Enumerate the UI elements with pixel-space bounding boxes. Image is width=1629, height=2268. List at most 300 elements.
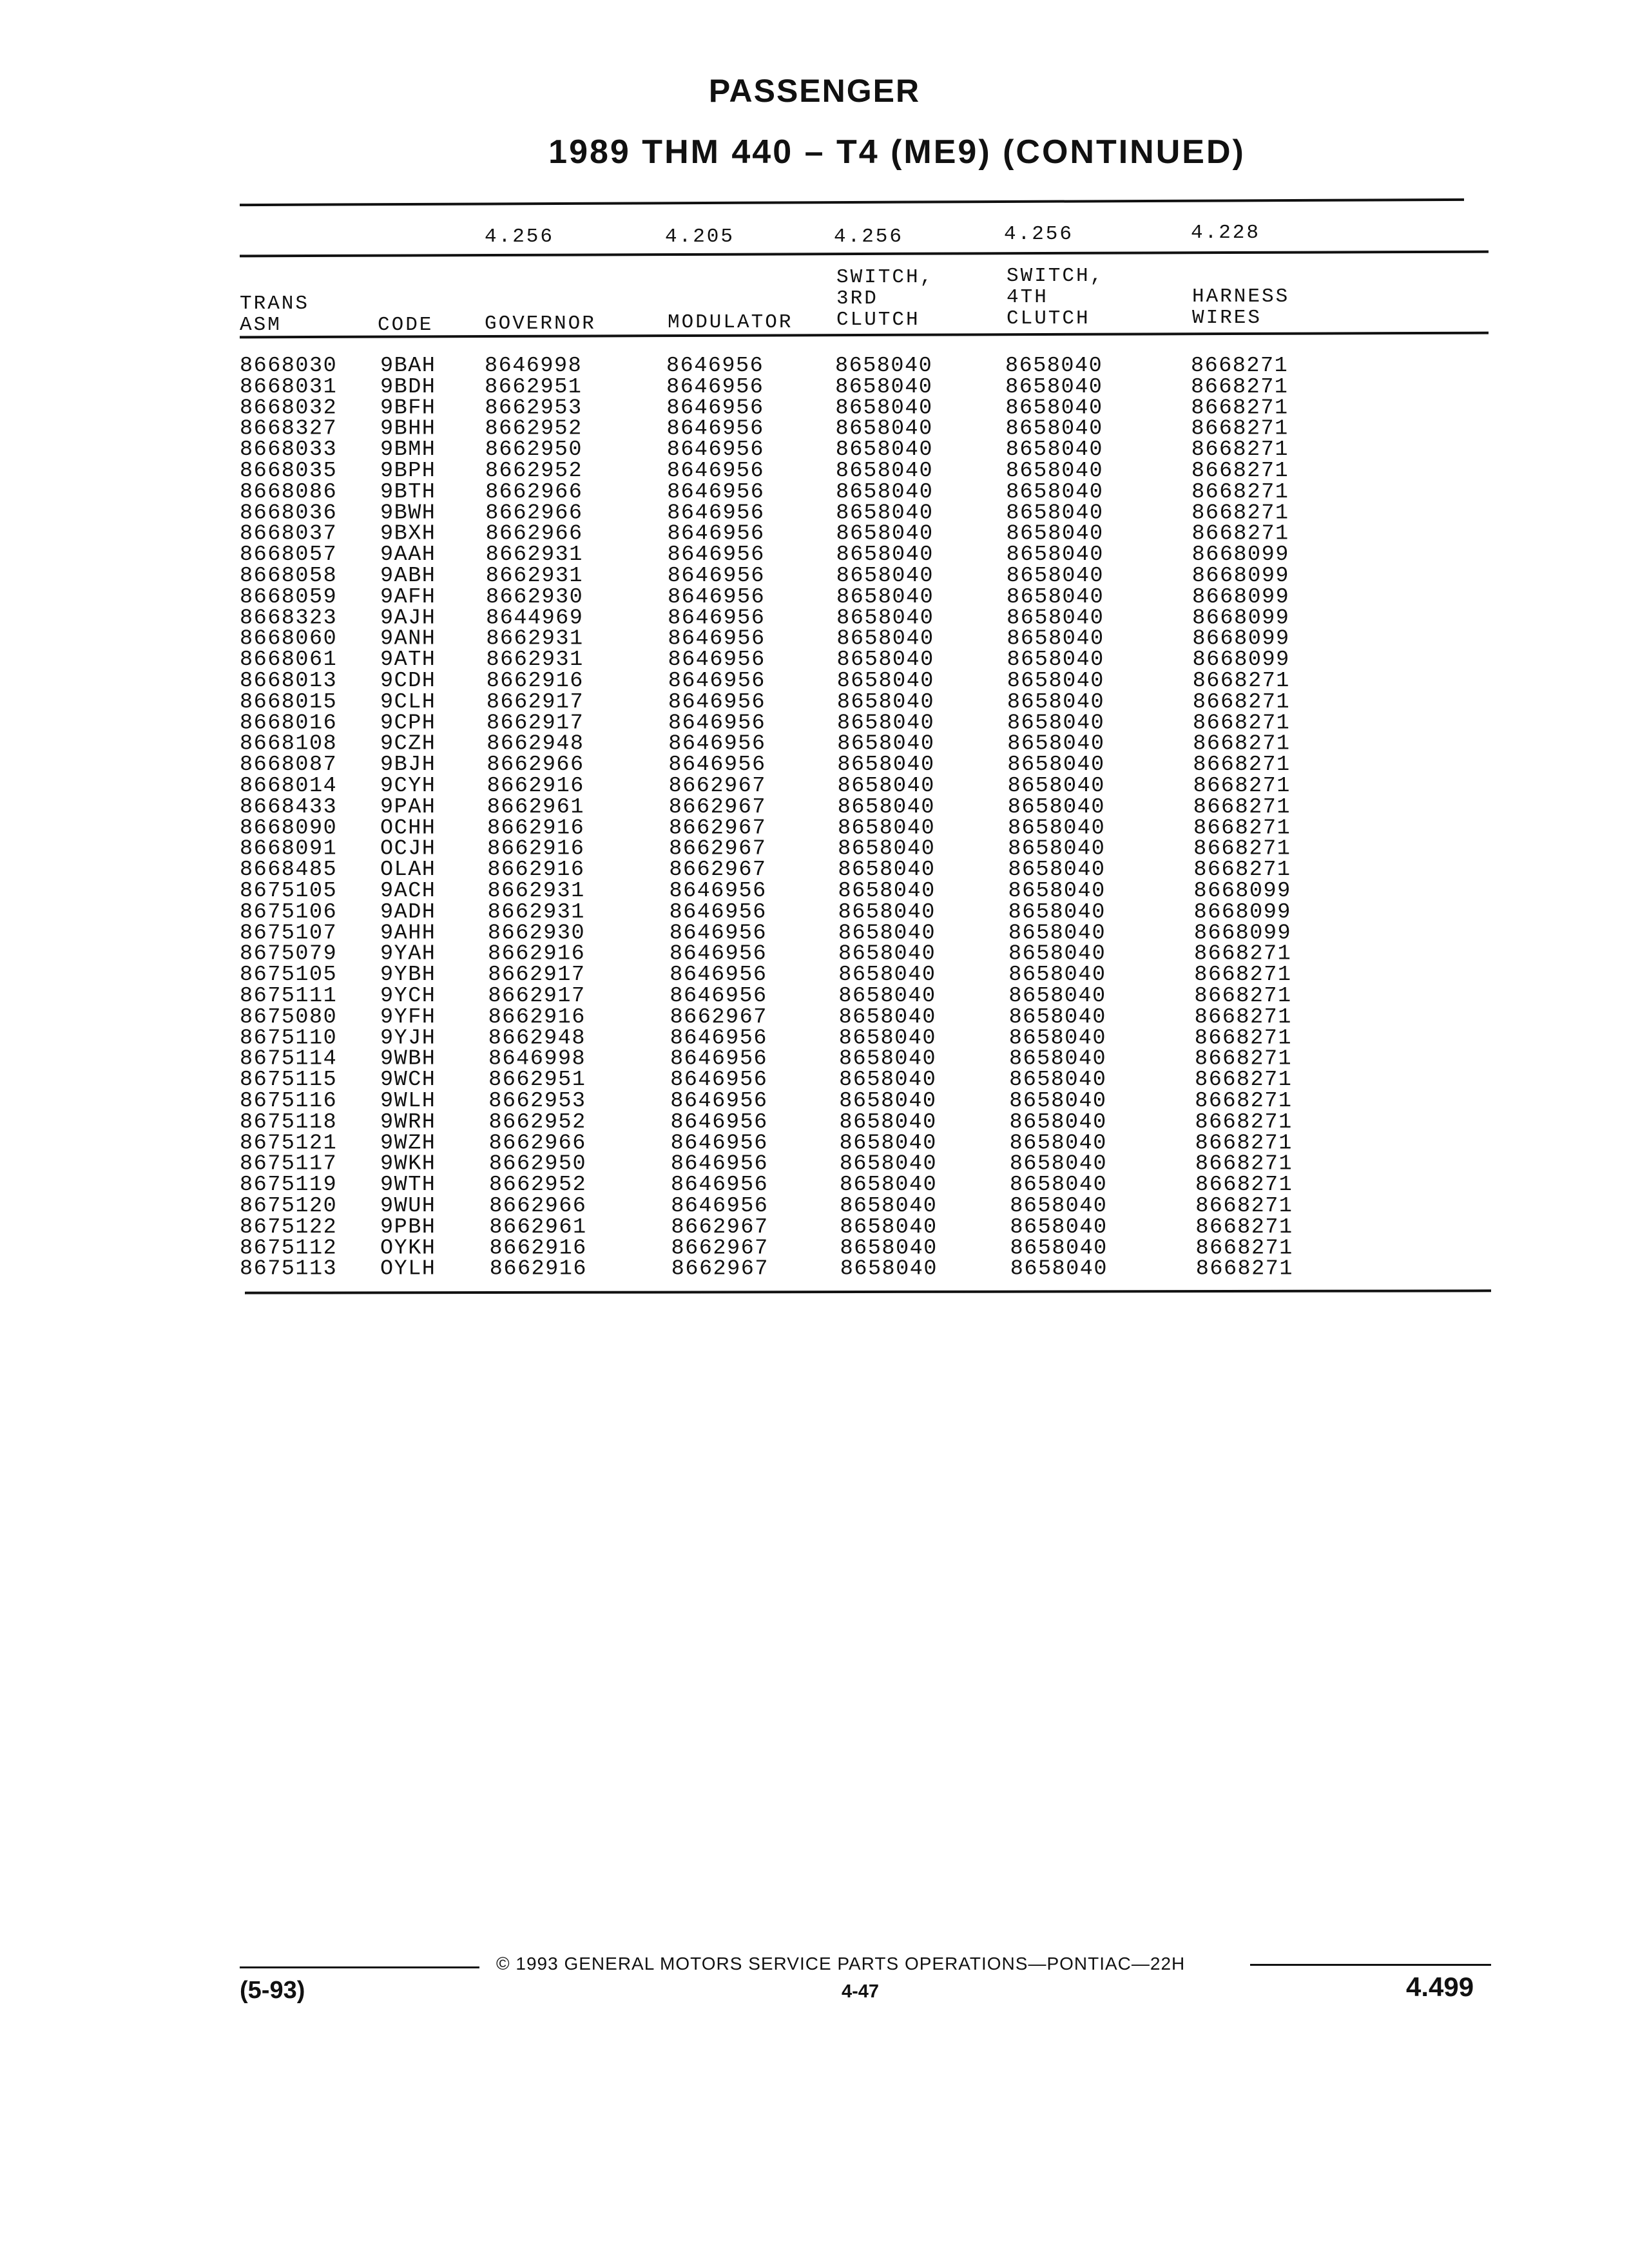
trans-asm-cell: 8675117 <box>240 1151 338 1177</box>
code-cell: OCJH <box>380 836 436 861</box>
governor-cell: 8662917 <box>488 984 586 1008</box>
code-cell: 9WRH <box>380 1110 436 1135</box>
header-trans-asm: TRANS ASM <box>240 293 310 336</box>
switch-4th-cell: 8658040 <box>1008 963 1106 988</box>
modulator-cell: 8646956 <box>667 479 765 505</box>
governor-cell: 8662916 <box>487 858 585 883</box>
governor-cell: 8662952 <box>489 1173 587 1198</box>
modulator-cell: 8646956 <box>667 543 765 568</box>
code-cell: 9YBH <box>380 963 436 988</box>
trans-asm-cell: 8675110 <box>240 1026 338 1051</box>
modulator-cell: 8662967 <box>670 1004 767 1030</box>
modulator-cell: 8646956 <box>668 711 766 736</box>
section-ref-governor: 4.256 <box>485 226 555 248</box>
switch-4th-cell: 8658040 <box>1007 669 1104 693</box>
harness-cell: 8668271 <box>1195 1151 1293 1177</box>
trans-asm-cell: 8668030 <box>240 354 338 378</box>
switch-3rd-cell: 8658040 <box>838 879 936 903</box>
modulator-cell: 8646956 <box>668 626 766 651</box>
modulator-cell: 8646956 <box>671 1194 769 1218</box>
switch-3rd-cell: 8658040 <box>837 731 935 756</box>
code-cell: 9CZH <box>380 731 436 756</box>
code-cell: 9AHH <box>380 921 436 946</box>
governor-cell: 8662916 <box>487 774 584 798</box>
governor-cell: 8662917 <box>487 711 584 736</box>
code-cell: 9YCH <box>380 984 436 1008</box>
switch-4th-cell: 8658040 <box>1010 1173 1108 1198</box>
modulator-cell: 8646956 <box>668 606 766 631</box>
trans-asm-cell: 8675079 <box>240 941 338 966</box>
modulator-cell: 8662967 <box>668 774 766 798</box>
modulator-cell: 8646956 <box>670 1151 769 1177</box>
governor-cell: 8662950 <box>485 437 583 463</box>
harness-cell: 8668099 <box>1192 648 1290 673</box>
code-cell: 9ANH <box>380 626 436 651</box>
switch-3rd-cell: 8658040 <box>839 1151 938 1177</box>
switch-4th-cell: 8658040 <box>1007 648 1104 673</box>
section-ref-modulator: 4.205 <box>665 226 735 248</box>
footer-rule-right <box>1250 1964 1491 1966</box>
modulator-cell: 8662967 <box>668 816 767 841</box>
switch-4th-cell: 8658040 <box>1007 816 1106 841</box>
switch-3rd-cell: 8658040 <box>836 626 934 651</box>
trans-asm-cell: 8668036 <box>240 501 338 526</box>
code-cell: 9WLH <box>380 1089 436 1113</box>
switch-4th-cell: 8658040 <box>1010 1256 1108 1282</box>
code-cell: 9BTH <box>380 479 436 505</box>
modulator-cell: 8646956 <box>670 1026 767 1051</box>
switch-4th-cell: 8658040 <box>1009 1110 1107 1135</box>
section-ref-harness: 4.228 <box>1191 222 1261 244</box>
modulator-cell: 8646956 <box>666 437 764 463</box>
governor-cell: 8662931 <box>485 564 584 588</box>
harness-cell: 8668099 <box>1193 921 1292 946</box>
switch-3rd-cell: 8658040 <box>836 584 934 610</box>
header-modulator: MODULATOR <box>668 311 793 334</box>
harness-cell: 8668271 <box>1191 374 1289 399</box>
code-cell: 9PAH <box>380 794 436 820</box>
trans-asm-cell: 8668327 <box>240 416 338 441</box>
trans-asm-cell: 8668057 <box>240 543 338 568</box>
code-cell: 9YAH <box>380 941 436 966</box>
footer-rule-left <box>240 1966 479 1968</box>
top-rule <box>240 198 1464 206</box>
trans-asm-cell: 8668013 <box>240 669 338 693</box>
modulator-cell: 8646956 <box>668 689 766 715</box>
code-cell: 9CLH <box>380 689 436 715</box>
modulator-cell: 8646956 <box>671 1173 769 1198</box>
modulator-cell: 8646956 <box>670 1068 768 1093</box>
modulator-cell: 8646956 <box>669 879 767 903</box>
switch-3rd-cell: 8658040 <box>838 899 936 925</box>
switch-3rd-cell: 8658040 <box>835 354 933 378</box>
governor-cell: 8662930 <box>487 921 586 946</box>
harness-cell: 8668271 <box>1191 459 1289 483</box>
switch-3rd-cell: 8658040 <box>837 711 935 736</box>
switch-4th-cell: 8658040 <box>1006 479 1104 505</box>
trans-asm-cell: 8668058 <box>240 564 338 588</box>
trans-asm-cell: 8675106 <box>240 899 338 925</box>
code-cell: 9CPH <box>380 711 436 736</box>
switch-4th-cell: 8658040 <box>1008 899 1106 925</box>
switch-4th-cell: 8658040 <box>1006 543 1104 568</box>
switch-3rd-cell: 8658040 <box>836 648 934 673</box>
code-cell: 9BFH <box>380 396 436 421</box>
switch-3rd-cell: 8658040 <box>835 396 933 421</box>
trans-asm-cell: 8668090 <box>240 816 338 841</box>
governor-cell: 8662916 <box>488 941 586 966</box>
governor-cell: 8662953 <box>485 396 583 421</box>
modulator-cell: 8646956 <box>670 1046 768 1072</box>
switch-4th-cell: 8658040 <box>1005 374 1103 399</box>
governor-cell: 8662966 <box>485 479 583 505</box>
harness-cell: 8668271 <box>1195 1215 1293 1240</box>
harness-cell: 8668099 <box>1192 626 1290 651</box>
governor-cell: 8662930 <box>485 584 584 610</box>
harness-cell: 8668271 <box>1195 1089 1293 1113</box>
switch-3rd-cell: 8658040 <box>840 1173 938 1198</box>
modulator-cell: 8646956 <box>668 731 766 756</box>
trans-asm-cell: 8675105 <box>240 879 338 903</box>
trans-asm-cell: 8668016 <box>240 711 338 736</box>
trans-asm-cell: 8668032 <box>240 396 338 421</box>
harness-cell: 8668271 <box>1191 437 1289 463</box>
trans-asm-cell: 8675119 <box>240 1173 338 1198</box>
switch-3rd-cell: 8658040 <box>838 858 936 883</box>
governor-cell: 8662951 <box>485 374 583 399</box>
switch-3rd-cell: 8658040 <box>837 774 935 798</box>
harness-cell: 8668271 <box>1191 501 1289 526</box>
code-cell: 9AAH <box>380 543 436 568</box>
trans-asm-cell: 8675121 <box>240 1131 338 1156</box>
switch-4th-cell: 8658040 <box>1009 1151 1108 1177</box>
switch-4th-cell: 8658040 <box>1010 1236 1108 1261</box>
modulator-cell: 8646956 <box>667 521 765 546</box>
code-cell: OLAH <box>380 858 436 883</box>
modulator-cell: 8646956 <box>666 459 765 483</box>
switch-3rd-cell: 8658040 <box>839 1089 937 1113</box>
switch-3rd-cell: 8658040 <box>835 374 933 399</box>
switch-4th-cell: 8658040 <box>1008 1004 1106 1030</box>
modulator-cell: 8646956 <box>666 374 764 399</box>
modulator-cell: 8662967 <box>668 794 766 820</box>
code-cell: 9BMH <box>380 437 436 463</box>
trans-asm-cell: 8668061 <box>240 648 338 673</box>
trans-asm-cell: 8675113 <box>240 1256 338 1282</box>
trans-asm-cell: 8675114 <box>240 1046 338 1072</box>
code-cell: 9AJH <box>380 606 436 631</box>
harness-cell: 8668099 <box>1191 543 1289 568</box>
trans-asm-cell: 8675111 <box>240 984 338 1008</box>
modulator-cell: 8646956 <box>666 354 764 378</box>
code-cell: 9BAH <box>380 354 436 378</box>
trans-asm-cell: 8668059 <box>240 584 338 610</box>
header-code: CODE <box>378 314 434 336</box>
modulator-cell: 8646956 <box>670 984 767 1008</box>
switch-3rd-cell: 8658040 <box>836 564 934 588</box>
modulator-cell: 8646956 <box>670 1089 768 1113</box>
modulator-cell: 8646956 <box>670 963 767 988</box>
harness-cell: 8668271 <box>1191 416 1289 441</box>
switch-3rd-cell: 8658040 <box>840 1256 938 1282</box>
code-cell: 9BHH <box>380 416 436 441</box>
footer-page-number: 4.499 <box>1406 1972 1474 2002</box>
switch-4th-cell: 8658040 <box>1008 836 1106 861</box>
harness-cell: 8668271 <box>1192 689 1291 715</box>
code-cell: 9BDH <box>380 374 436 399</box>
governor-cell: 8662931 <box>486 626 584 651</box>
code-cell: 9BXH <box>380 521 436 546</box>
switch-4th-cell: 8658040 <box>1005 396 1103 421</box>
modulator-cell: 8646956 <box>668 753 766 778</box>
governor-cell: 8662931 <box>485 543 583 568</box>
code-cell: 9BPH <box>380 459 436 483</box>
code-cell: 9WCH <box>380 1068 436 1093</box>
switch-4th-cell: 8658040 <box>1008 879 1106 903</box>
modulator-cell: 8646956 <box>670 941 767 966</box>
switch-4th-cell: 8658040 <box>1009 1068 1107 1093</box>
governor-cell: 8662916 <box>487 816 585 841</box>
governor-cell: 8662961 <box>487 794 584 820</box>
trans-asm-cell: 8668108 <box>240 731 338 756</box>
trans-asm-cell: 8668031 <box>240 374 338 399</box>
switch-3rd-cell: 8658040 <box>840 1215 938 1240</box>
governor-cell: 8646998 <box>488 1046 586 1072</box>
harness-cell: 8668271 <box>1193 858 1291 883</box>
governor-cell: 8662917 <box>486 689 584 715</box>
harness-cell: 8668099 <box>1192 606 1290 631</box>
switch-4th-cell: 8658040 <box>1005 416 1103 441</box>
harness-cell: 8668271 <box>1191 354 1289 378</box>
harness-cell: 8668271 <box>1193 794 1291 820</box>
trans-asm-cell: 8668060 <box>240 626 338 651</box>
trans-asm-cell: 8675118 <box>240 1110 338 1135</box>
table-bottom-rule <box>245 1289 1491 1294</box>
switch-4th-cell: 8658040 <box>1006 584 1104 610</box>
switch-4th-cell: 8658040 <box>1007 689 1105 715</box>
switch-4th-cell: 8658040 <box>1006 521 1104 546</box>
switch-3rd-cell: 8658040 <box>838 984 936 1008</box>
harness-cell: 8668271 <box>1192 669 1290 693</box>
section-ref-switch-3rd: 4.256 <box>834 226 904 248</box>
trans-asm-cell: 8668087 <box>240 753 338 778</box>
harness-cell: 8668271 <box>1193 711 1291 736</box>
harness-cell: 8668271 <box>1191 479 1289 505</box>
code-cell: 9ATH <box>380 648 436 673</box>
switch-4th-cell: 8658040 <box>1007 794 1105 820</box>
modulator-cell: 8646956 <box>667 584 766 610</box>
harness-cell: 8668271 <box>1195 1068 1293 1093</box>
switch-3rd-cell: 8658040 <box>838 963 936 988</box>
trans-asm-cell: 8668014 <box>240 774 338 798</box>
switch-4th-cell: 8658040 <box>1006 564 1104 588</box>
harness-cell: 8668271 <box>1195 1131 1293 1156</box>
governor-cell: 8662931 <box>486 648 584 673</box>
harness-cell: 8668271 <box>1195 1236 1293 1261</box>
governor-cell: 8662917 <box>488 963 586 988</box>
switch-4th-cell: 8658040 <box>1005 437 1103 463</box>
modulator-cell: 8646956 <box>666 396 764 421</box>
switch-3rd-cell: 8658040 <box>839 1131 937 1156</box>
harness-cell: 8668271 <box>1194 1046 1293 1072</box>
trans-asm-cell: 8675105 <box>240 963 338 988</box>
code-cell: 9ABH <box>380 564 436 588</box>
switch-3rd-cell: 8658040 <box>837 816 936 841</box>
switch-4th-cell: 8658040 <box>1010 1215 1108 1240</box>
harness-cell: 8668271 <box>1193 731 1291 756</box>
governor-cell: 8662948 <box>488 1026 586 1051</box>
code-cell: 9WKH <box>380 1151 436 1177</box>
code-cell: 9WUH <box>380 1194 436 1218</box>
harness-cell: 8668271 <box>1194 984 1292 1008</box>
harness-cell: 8668271 <box>1191 521 1289 546</box>
modulator-cell: 8646956 <box>667 501 765 526</box>
header-harness: HARNESS WIRES <box>1192 285 1290 329</box>
governor-cell: 8662931 <box>487 899 585 925</box>
switch-4th-cell: 8658040 <box>1008 984 1106 1008</box>
trans-asm-cell: 8668033 <box>240 437 338 463</box>
governor-cell: 8662961 <box>489 1215 587 1240</box>
switch-3rd-cell: 8658040 <box>838 836 936 861</box>
governor-cell: 8662966 <box>485 521 583 546</box>
switch-3rd-cell: 8658040 <box>838 1004 936 1030</box>
trans-asm-cell: 8668035 <box>240 459 338 483</box>
switch-3rd-cell: 8658040 <box>839 1068 937 1093</box>
switch-3rd-cell: 8658040 <box>835 416 933 441</box>
code-cell: 9WTH <box>380 1173 436 1198</box>
code-cell: 9ADH <box>380 899 436 925</box>
modulator-cell: 8662967 <box>669 836 767 861</box>
governor-cell: 8662952 <box>485 416 583 441</box>
code-cell: OYLH <box>380 1256 436 1282</box>
switch-3rd-cell: 8658040 <box>838 941 936 966</box>
code-cell: 9BWH <box>380 501 436 526</box>
header-switch-4th: SWITCH, 4TH CLUTCH <box>1007 265 1104 330</box>
modulator-cell: 8662967 <box>669 858 767 883</box>
switch-3rd-cell: 8658040 <box>836 479 934 505</box>
harness-cell: 8668271 <box>1195 1256 1293 1282</box>
switch-3rd-cell: 8658040 <box>838 921 936 946</box>
switch-4th-cell: 8658040 <box>1007 774 1105 798</box>
modulator-cell: 8662967 <box>671 1215 769 1240</box>
switch-4th-cell: 8658040 <box>1009 1089 1107 1113</box>
trans-asm-cell: 8668433 <box>240 794 338 820</box>
harness-cell: 8668271 <box>1191 396 1289 421</box>
switch-4th-cell: 8658040 <box>1010 1194 1108 1218</box>
switch-3rd-cell: 8658040 <box>836 606 934 631</box>
governor-cell: 8662952 <box>485 459 583 483</box>
trans-asm-cell: 8675116 <box>240 1089 338 1113</box>
trans-asm-cell: 8668485 <box>240 858 338 883</box>
switch-4th-cell: 8658040 <box>1006 501 1104 526</box>
page-title: PASSENGER <box>708 73 921 109</box>
harness-cell: 8668271 <box>1195 1110 1293 1135</box>
modulator-cell: 8646956 <box>670 1131 768 1156</box>
trans-asm-cell: 8668037 <box>240 521 338 546</box>
switch-4th-cell: 8658040 <box>1007 606 1104 631</box>
switch-4th-cell: 8658040 <box>1009 1131 1107 1156</box>
switch-3rd-cell: 8658040 <box>840 1236 938 1261</box>
modulator-cell: 8646956 <box>669 921 767 946</box>
footer-date: (5-93) <box>240 1977 305 2004</box>
code-cell: 9WBH <box>380 1046 436 1072</box>
governor-cell: 8662951 <box>488 1068 586 1093</box>
code-cell: 9WZH <box>380 1131 436 1156</box>
code-cell: 9CYH <box>380 774 436 798</box>
header-governor: GOVERNOR <box>485 312 596 335</box>
harness-cell: 8668271 <box>1193 753 1291 778</box>
trans-asm-cell: 8675107 <box>240 921 338 946</box>
header-top-rule <box>240 251 1489 258</box>
code-cell: 9YJH <box>380 1026 436 1051</box>
switch-4th-cell: 8658040 <box>1007 753 1105 778</box>
switch-3rd-cell: 8658040 <box>836 669 934 693</box>
modulator-cell: 8662967 <box>671 1256 769 1282</box>
switch-3rd-cell: 8658040 <box>840 1194 938 1218</box>
governor-cell: 8644969 <box>486 606 584 631</box>
code-cell: 9AFH <box>380 584 436 610</box>
modulator-cell: 8646956 <box>667 564 766 588</box>
code-cell: 9BJH <box>380 753 436 778</box>
harness-cell: 8668271 <box>1194 963 1292 988</box>
harness-cell: 8668271 <box>1193 816 1291 841</box>
modulator-cell: 8646956 <box>668 669 766 693</box>
governor-cell: 8662966 <box>489 1194 587 1218</box>
modulator-cell: 8646956 <box>666 416 764 441</box>
footer-page-code: 4-47 <box>842 1981 880 2002</box>
switch-4th-cell: 8658040 <box>1005 354 1103 378</box>
switch-4th-cell: 8658040 <box>1005 459 1104 483</box>
trans-asm-cell: 8668091 <box>240 836 338 861</box>
trans-asm-cell: 8668015 <box>240 689 338 715</box>
governor-cell: 8662916 <box>489 1236 587 1261</box>
switch-3rd-cell: 8658040 <box>836 689 935 715</box>
governor-cell: 8662931 <box>487 879 585 903</box>
code-cell: 9PBH <box>380 1215 436 1240</box>
harness-cell: 8668271 <box>1193 774 1291 798</box>
trans-asm-cell: 8675112 <box>240 1236 338 1261</box>
governor-cell: 8662953 <box>488 1089 586 1113</box>
harness-cell: 8668271 <box>1195 1173 1293 1198</box>
code-cell: 9YFH <box>380 1004 436 1030</box>
switch-4th-cell: 8658040 <box>1007 626 1104 651</box>
harness-cell: 8668271 <box>1194 1026 1292 1051</box>
trans-asm-cell: 8675122 <box>240 1215 338 1240</box>
switch-4th-cell: 8658040 <box>1007 731 1105 756</box>
code-cell: OYKH <box>380 1236 436 1261</box>
governor-cell: 8662916 <box>486 669 584 693</box>
switch-3rd-cell: 8658040 <box>838 1026 936 1051</box>
switch-4th-cell: 8658040 <box>1008 1026 1106 1051</box>
governor-cell: 8662950 <box>488 1151 587 1177</box>
code-cell: 9ACH <box>380 879 436 903</box>
governor-cell: 8646998 <box>485 354 583 378</box>
switch-3rd-cell: 8658040 <box>838 1046 937 1072</box>
switch-4th-cell: 8658040 <box>1007 711 1105 736</box>
harness-cell: 8668099 <box>1193 879 1291 903</box>
harness-cell: 8668099 <box>1193 899 1291 925</box>
switch-4th-cell: 8658040 <box>1008 941 1106 966</box>
switch-3rd-cell: 8658040 <box>836 543 934 568</box>
code-cell: 9CDH <box>380 669 436 693</box>
trans-asm-cell: 8668086 <box>240 479 338 505</box>
switch-3rd-cell: 8658040 <box>839 1110 937 1135</box>
switch-4th-cell: 8658040 <box>1008 858 1106 883</box>
switch-3rd-cell: 8658040 <box>836 521 934 546</box>
switch-3rd-cell: 8658040 <box>835 437 933 463</box>
modulator-cell: 8646956 <box>670 1110 768 1135</box>
trans-asm-cell: 8675080 <box>240 1004 338 1030</box>
